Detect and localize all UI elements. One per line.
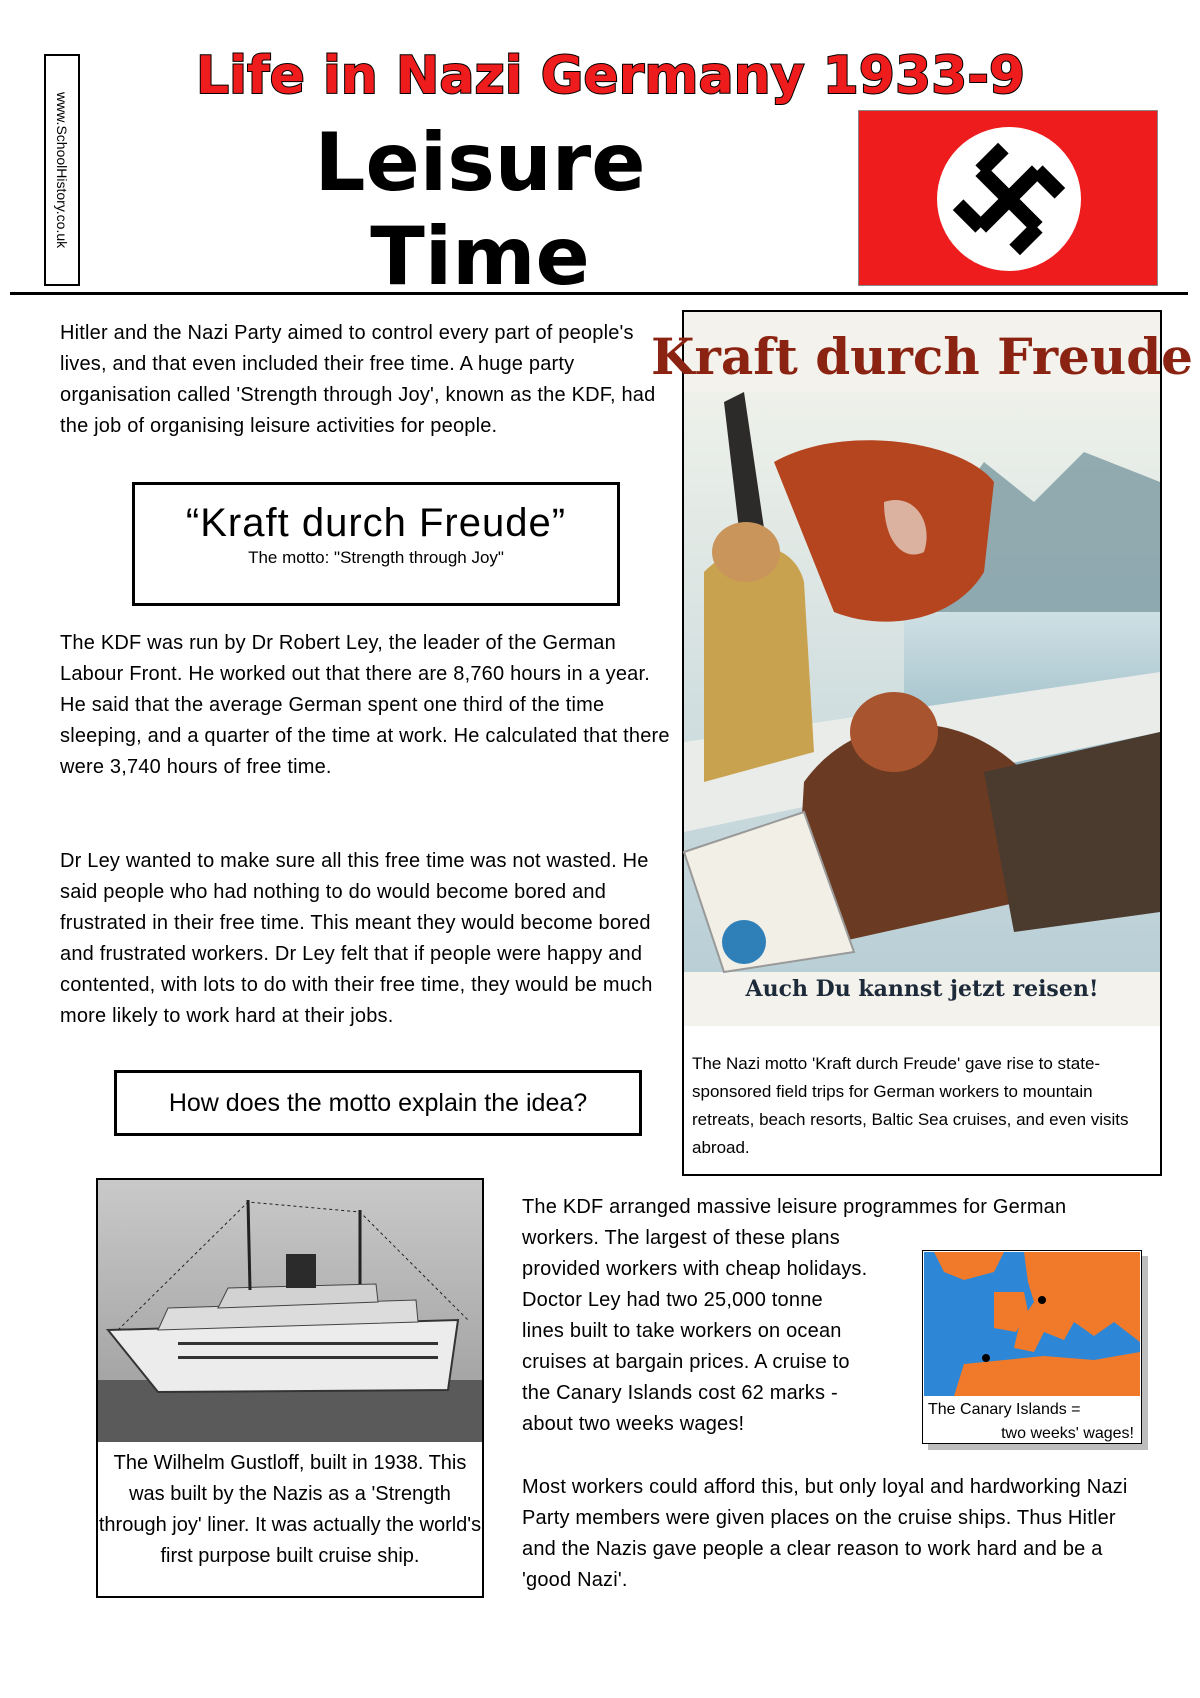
free-time-paragraph: Dr Ley wanted to make sure all this free time was not wasted. He said people who had nothing to do would become bored and frustrated in their free time. This meant they would become bored and frustrated workers. Dr Ley felt that if people were happy and contented, with lots to do with their free time, they would be much more likely to work hard at their jobs. — [60, 850, 653, 1027]
ship-mast — [248, 1200, 250, 1290]
flag-graphic — [859, 111, 1157, 285]
nazi-flag-image — [858, 110, 1158, 286]
ley-paragraph: The KDF was run by Dr Robert Ley, the leader of the German Labour Front. He worked out that there are 8,760 hours in a year. He said that the average German spent one third of the time sleeping, and a quarter of the time at work. He calculated that there were 3,740 hours of free time. — [60, 632, 670, 778]
poster-headline: Kraft durch Freude — [651, 327, 1193, 386]
map-marker-germany — [1038, 1296, 1046, 1304]
page-title: Life in Nazi Germany 1933-9 — [196, 46, 1026, 106]
closing-paragraph: Most workers could afford this, but only loyal and hardworking Nazi Party members were given places on the cruise ships. Thus Hitler and the Nazis gave people a clear reason to work hard and be a 'good Nazi'. — [522, 1476, 1128, 1591]
subtitle-line-2: Time — [370, 210, 590, 303]
cruise-line: cruises at bargain prices. A cruise to — [522, 1351, 850, 1373]
ship-caption: The Wilhelm Gustloff, built in 1938. This was built by the Nazis as a 'Strength through joy' liner. It was actually the world's first purpose built cruise ship. — [98, 1452, 482, 1567]
cruise-line: provided workers with cheap holidays. — [522, 1258, 868, 1280]
map-graphic — [924, 1252, 1140, 1396]
poster-caption: The Nazi motto 'Kraft durch Freude' gave rise to state-sponsored field trips for German workers to mountain retreats, beach resorts, Baltic Sea cruises, and even visits abroad. — [692, 1054, 1129, 1157]
cruise-line: the Canary Islands cost 62 marks - — [522, 1382, 838, 1404]
ship-graphic — [98, 1180, 482, 1442]
wilhelm-gustloff-photo — [98, 1180, 482, 1442]
poster-graphic — [651, 312, 1193, 1026]
ship-funnel — [286, 1254, 316, 1288]
motto-title: “Kraft durch Freude” — [185, 501, 567, 545]
map-caption — [924, 1398, 1138, 1446]
poster-footer: Auch Du kannst jetzt reisen! — [745, 976, 1099, 1002]
kdf-poster-image — [651, 312, 1193, 1026]
cruise-line: lines built to take workers on ocean — [522, 1320, 842, 1342]
header-divider — [10, 292, 1188, 295]
cruise-line: The KDF arranged massive leisure programmes for German — [522, 1196, 1067, 1218]
poster-woman-standing — [704, 547, 814, 782]
map-caption-line-2: two weeks' wages! — [1001, 1425, 1134, 1442]
subtitle-line-1: Leisure — [314, 116, 646, 209]
intro-paragraph: Hitler and the Nazi Party aimed to control every part of people's lives, and that even included their free time. A huge party organisation called 'Strength through Joy', known as the KDF, had the job of organising leisure activities for people. — [60, 322, 656, 437]
map-caption-line-1: The Canary Islands = — [928, 1401, 1081, 1418]
website-url-box — [44, 54, 80, 286]
website-url: www.SchoolHistory.co.uk — [54, 91, 70, 249]
cruise-line: Doctor Ley had two 25,000 tonne — [522, 1289, 823, 1311]
page-subtitle — [250, 116, 710, 304]
cruise-line: workers. The largest of these plans — [522, 1227, 840, 1249]
map-marker-canary-islands — [982, 1354, 990, 1362]
motto-subtitle: The motto: "Strength through Joy" — [248, 548, 504, 567]
question-box — [114, 1070, 642, 1136]
cruise-line: about two weeks wages! — [522, 1413, 745, 1435]
europe-map-image — [924, 1252, 1140, 1396]
question-text: How does the motto explain the idea? — [168, 1088, 588, 1117]
motto-box — [132, 482, 620, 606]
